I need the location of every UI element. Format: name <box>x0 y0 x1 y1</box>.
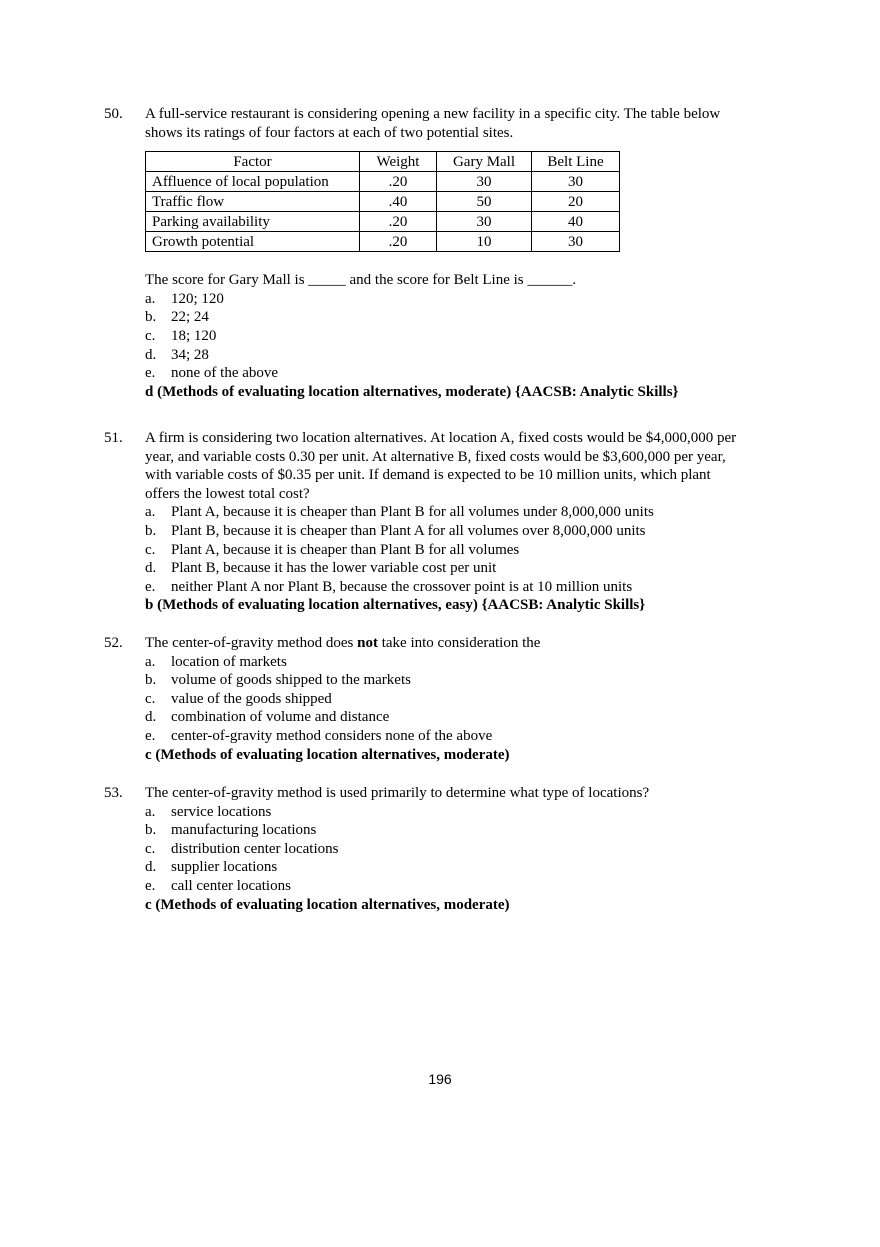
table-cell: 30 <box>532 232 620 252</box>
column-header-weight: Weight <box>360 152 437 172</box>
answer-key: c (Methods of evaluating location alternatives, moderate) <box>145 746 510 763</box>
answer-option-c <box>145 840 784 859</box>
option-letter: a. <box>145 653 156 670</box>
answer-option-c <box>145 690 784 709</box>
question-prompt: The score for Gary Mall is _____ and the score for Belt Line is ______. <box>145 272 577 289</box>
table-header-row <box>146 152 620 172</box>
option-letter: c. <box>145 327 156 344</box>
table-cell: 40 <box>532 212 620 232</box>
column-header-belt-line: Belt Line <box>532 152 620 172</box>
question-number: 50. <box>104 106 123 122</box>
option-letter: d. <box>145 346 157 363</box>
answer-option-b <box>145 308 784 327</box>
option-text: 18; 120 <box>171 327 217 344</box>
factor-rating-table <box>145 151 620 252</box>
table-cell: 30 <box>437 212 532 232</box>
answer-option-d <box>145 708 784 727</box>
question-stem-text: The center-of-gravity method does <box>145 635 358 651</box>
column-header-factor: Factor <box>146 152 360 172</box>
table-cell: 30 <box>437 172 532 192</box>
question-stem-emphasis: not <box>357 635 378 651</box>
option-letter: c. <box>145 541 156 558</box>
table-row <box>146 212 620 232</box>
question-53 <box>104 784 784 914</box>
answer-option-b <box>145 821 784 840</box>
option-text: value of the goods shipped <box>171 690 332 707</box>
question-stem-line: The center-of-gravity method is used primarily to determine what type of locations? <box>145 785 650 801</box>
option-text: manufacturing locations <box>171 822 317 839</box>
question-stem-line: A full-service restaurant is considering opening a new facility in a specific city. The table below <box>145 106 721 122</box>
option-text: Plant B, because it is cheaper than Plant A for all volumes over 8,000,000 units <box>171 522 646 539</box>
question-51 <box>104 429 784 615</box>
answer-option-a <box>145 653 784 672</box>
option-letter: a. <box>145 803 156 820</box>
table-cell: 10 <box>437 232 532 252</box>
answer-option-c <box>145 327 784 346</box>
question-stem-line: with variable costs of $0.35 per unit. If demand is expected to be 10 million units, which plant <box>145 467 711 484</box>
question-stem-text: take into consideration the <box>377 635 541 651</box>
table-cell: .40 <box>360 192 437 212</box>
answer-option-e <box>145 364 784 383</box>
option-letter: c. <box>145 690 156 707</box>
table-cell: 20 <box>532 192 620 212</box>
answer-key: b (Methods of evaluating location alternatives, easy) {AACSB: Analytic Skills} <box>145 597 646 614</box>
question-50 <box>104 105 784 401</box>
option-letter: a. <box>145 290 156 307</box>
option-text: supplier locations <box>171 859 278 876</box>
option-letter: d. <box>145 560 157 577</box>
answer-option-e <box>145 578 784 597</box>
option-letter: e. <box>145 365 156 382</box>
option-text: 120; 120 <box>171 290 224 307</box>
option-text: Plant B, because it has the lower variable cost per unit <box>171 560 497 577</box>
table-cell: Parking availability <box>146 212 360 232</box>
answer-key: c (Methods of evaluating location alternatives, moderate) <box>145 896 510 913</box>
option-letter: b. <box>145 822 157 839</box>
column-header-gary-mall: Gary Mall <box>437 152 532 172</box>
option-letter: b. <box>145 522 157 539</box>
question-number: 52. <box>104 635 123 651</box>
option-letter: e. <box>145 578 156 595</box>
table-cell: .20 <box>360 232 437 252</box>
option-text: 34; 28 <box>171 346 209 363</box>
option-text: Plant A, because it is cheaper than Plant B for all volumes <box>171 541 520 558</box>
table-row <box>146 172 620 192</box>
question-stem-line: year, and variable costs 0.30 per unit. At alternative B, fixed costs would be $3,600,000 per year, <box>145 448 726 465</box>
question-52 <box>104 634 784 764</box>
option-letter: a. <box>145 504 156 521</box>
answer-option-d <box>145 858 784 877</box>
answer-option-e <box>145 877 784 896</box>
table-row <box>146 232 620 252</box>
answer-option-a <box>145 290 784 309</box>
option-text: distribution center locations <box>171 840 339 857</box>
option-text: none of the above <box>171 365 279 382</box>
table-cell: Affluence of local population <box>146 172 360 192</box>
table-row <box>146 192 620 212</box>
option-text: neither Plant A nor Plant B, because the crossover point is at 10 million units <box>171 578 633 595</box>
option-letter: d. <box>145 859 157 876</box>
table-cell: 30 <box>532 172 620 192</box>
question-number: 53. <box>104 785 123 801</box>
option-text: volume of goods shipped to the markets <box>171 672 411 689</box>
answer-option-a <box>145 503 784 522</box>
option-text: call center locations <box>171 877 291 894</box>
question-stem-line: shows its ratings of four factors at each of two potential sites. <box>145 124 514 141</box>
question-number: 51. <box>104 430 123 446</box>
page-number: 196 <box>428 1071 452 1087</box>
option-text: center-of-gravity method considers none of the above <box>171 727 493 744</box>
table-cell: 50 <box>437 192 532 212</box>
table-cell: Traffic flow <box>146 192 360 212</box>
question-stem-line: A firm is considering two location alternatives. At location A, fixed costs would be $4,000,000 per <box>145 430 737 446</box>
option-letter: c. <box>145 840 156 857</box>
option-letter: e. <box>145 877 156 894</box>
table-cell: Growth potential <box>146 232 360 252</box>
answer-option-c <box>145 541 784 560</box>
answer-option-d <box>145 346 784 365</box>
option-letter: e. <box>145 727 156 744</box>
option-text: location of markets <box>171 653 287 670</box>
option-letter: b. <box>145 309 157 326</box>
table-cell: .20 <box>360 212 437 232</box>
answer-option-d <box>145 559 784 578</box>
option-text: Plant A, because it is cheaper than Plant B for all volumes under 8,000,000 units <box>171 504 654 521</box>
question-stem <box>145 634 784 653</box>
option-text: 22; 24 <box>171 309 209 326</box>
question-stem-line: offers the lowest total cost? <box>145 485 310 502</box>
answer-option-e <box>145 727 784 746</box>
table-cell: .20 <box>360 172 437 192</box>
answer-key: d (Methods of evaluating location alternatives, moderate) {AACSB: Analytic Skills} <box>145 383 679 400</box>
option-letter: b. <box>145 672 157 689</box>
option-text: combination of volume and distance <box>171 709 390 726</box>
answer-option-b <box>145 522 784 541</box>
answer-option-b <box>145 671 784 690</box>
option-letter: d. <box>145 709 157 726</box>
answer-option-a <box>145 803 784 822</box>
option-text: service locations <box>171 803 272 820</box>
